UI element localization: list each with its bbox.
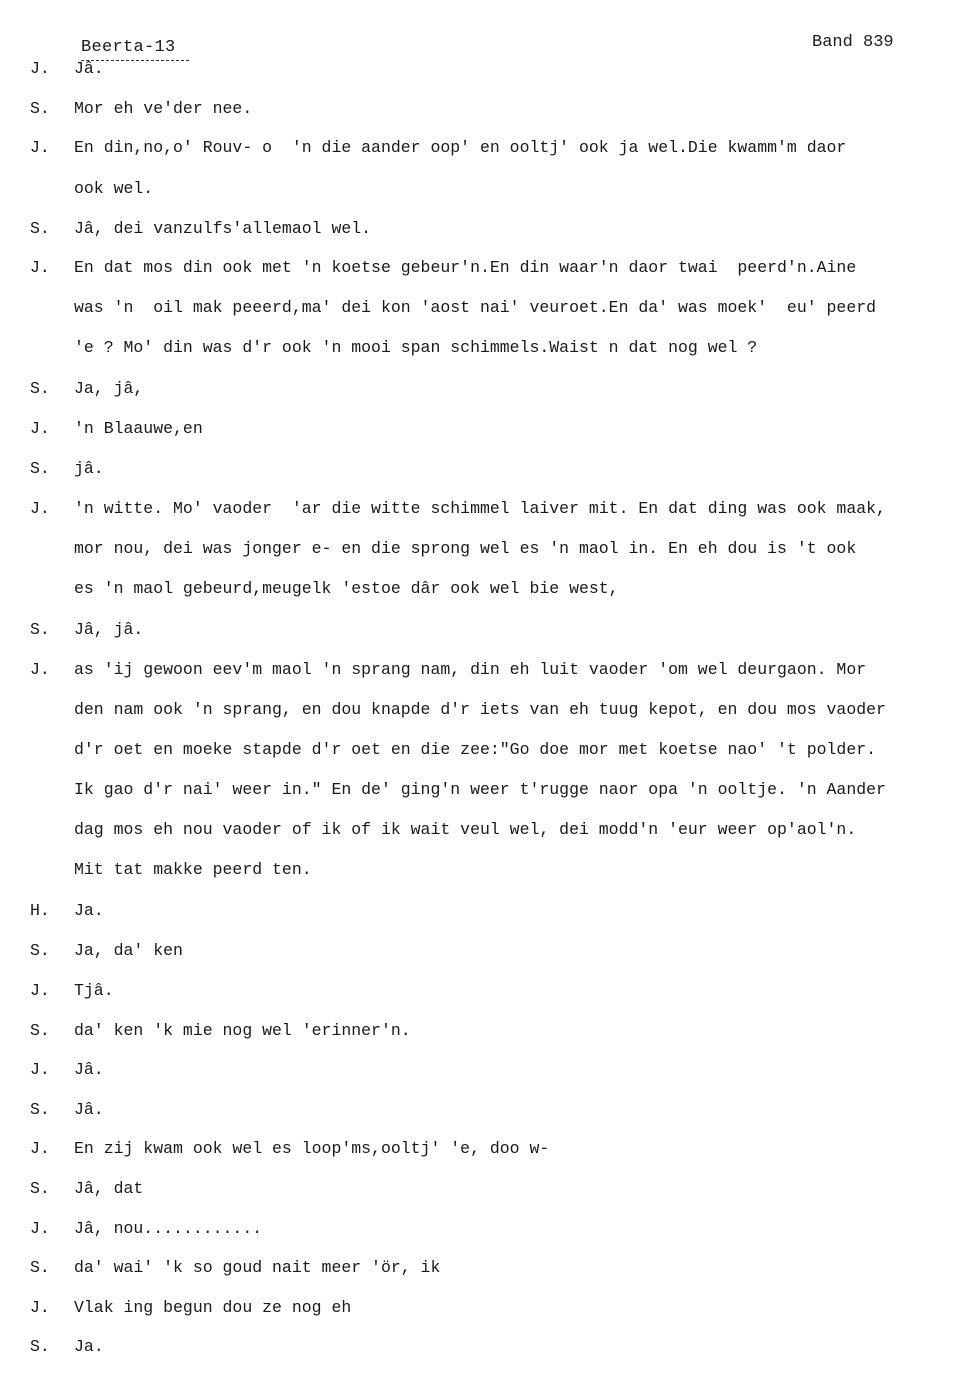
- line-text: Ja, jâ,: [74, 379, 144, 398]
- line-text: Ja, da' ken: [74, 941, 183, 960]
- speaker-label: J.: [30, 1219, 50, 1238]
- transcript-line: [0, 1257, 979, 1279]
- speaker-label: S.: [30, 1179, 50, 1198]
- line-text: den nam ook 'n sprang, en dou knapde d'r iets van eh tuug kepot, en dou mos vaoder: [74, 700, 886, 719]
- transcript-line: [0, 980, 979, 1002]
- transcript-line: [0, 498, 979, 520]
- transcript-line: [0, 378, 979, 400]
- line-text: d'r oet en moeke stapde d'r oet en die zee:"Go doe mor met koetse nao' 't polder.: [74, 740, 877, 759]
- transcript-line: [0, 1099, 979, 1121]
- transcript-line: [0, 1059, 979, 1081]
- speaker-label: J.: [30, 1298, 50, 1317]
- speaker-label: J.: [30, 419, 50, 438]
- line-text: da' wai' 'k so goud nait meer 'ör, ik: [74, 1258, 441, 1277]
- speaker-label: S.: [30, 219, 50, 238]
- transcript-line: [0, 1178, 979, 1200]
- line-text: Jâ, dei vanzulfs'allemaol wel.: [74, 219, 372, 238]
- line-text: Jâ.: [74, 1060, 104, 1079]
- speaker-label: J.: [30, 1139, 50, 1158]
- transcript-line: [0, 337, 979, 359]
- line-text: Vlak ing begun dou ze nog eh: [74, 1298, 352, 1317]
- line-text: Jâ.: [74, 59, 104, 78]
- line-text: da' ken 'k mie nog wel 'erinner'n.: [74, 1021, 411, 1040]
- speaker-label: S.: [30, 941, 50, 960]
- line-text: 'n Blaauwe,en: [74, 419, 203, 438]
- transcript-line: [0, 538, 979, 560]
- line-text: was 'n oil mak peeerd,ma' dei kon 'aost nai' veuroet.En da' was moek' eu' peerd: [74, 298, 877, 317]
- line-text: Jâ, dat: [74, 1179, 144, 1198]
- line-text: mor nou, dei was jonger e- en die sprong wel es 'n maol in. En eh dou is 't ook: [74, 539, 857, 558]
- line-text: as 'ij gewoon eev'm maol 'n sprang nam, din eh luit vaoder 'om wel deurgaon. Mor: [74, 660, 867, 679]
- band-number: Band 839: [812, 33, 894, 52]
- transcript-line: [0, 659, 979, 681]
- transcript-line: [0, 699, 979, 721]
- transcript-line: [0, 1297, 979, 1319]
- transcript-line: [0, 98, 979, 120]
- line-text: ook wel.: [74, 179, 154, 198]
- transcript-line: [0, 819, 979, 841]
- transcript-line: [0, 137, 979, 159]
- speaker-label: J.: [30, 660, 50, 679]
- line-text: Mor eh ve'der nee.: [74, 99, 253, 118]
- line-text: 'n witte. Mo' vaoder 'ar die witte schimmel laiver mit. En dat ding was ook maak,: [74, 499, 886, 518]
- speaker-label: J.: [30, 258, 50, 277]
- line-text: En din,no,o' Rouv- o 'n die aander oop' en ooltj' ook ja wel.Die kwamm'm daor: [74, 138, 847, 157]
- line-text: Ja.: [74, 1337, 104, 1356]
- speaker-label: S.: [30, 379, 50, 398]
- transcript-line: [0, 297, 979, 319]
- speaker-label: J.: [30, 499, 50, 518]
- transcript-line: [0, 458, 979, 480]
- transcript-line: [0, 900, 979, 922]
- line-text: Mit tat makke peerd ten.: [74, 860, 312, 879]
- transcript-line: [0, 58, 979, 80]
- document-title: [81, 38, 176, 57]
- transcript-line: [0, 1218, 979, 1240]
- line-text: es 'n maol gebeurd,meugelk 'estoe dâr ook wel bie west,: [74, 579, 619, 598]
- speaker-label: H.: [30, 901, 50, 920]
- line-text: 'e ? Mo' din was d'r ook 'n mooi span schimmels.Waist n dat nog wel ?: [74, 338, 758, 357]
- speaker-label: S.: [30, 1337, 50, 1356]
- speaker-label: J.: [30, 981, 50, 1000]
- speaker-label: S.: [30, 1258, 50, 1277]
- line-text: dag mos eh nou vaoder of ik of ik wait veul wel, dei modd'n 'eur weer op'aol'n.: [74, 820, 857, 839]
- line-text: Jâ.: [74, 1100, 104, 1119]
- transcript-line: [0, 257, 979, 279]
- speaker-label: S.: [30, 459, 50, 478]
- line-text: jâ.: [74, 459, 104, 478]
- speaker-label: S.: [30, 1021, 50, 1040]
- line-text: Ja.: [74, 901, 104, 920]
- speaker-label: J.: [30, 59, 50, 78]
- transcript-line: [0, 1020, 979, 1042]
- document-title-text: Beerta-13: [81, 38, 176, 57]
- transcript-line: [0, 940, 979, 962]
- line-text: Jâ, nou............: [74, 1219, 263, 1238]
- transcript-line: [0, 739, 979, 761]
- transcript-line: [0, 1138, 979, 1160]
- transcript-line: [0, 859, 979, 881]
- speaker-label: J.: [30, 138, 50, 157]
- line-text: En zij kwam ook wel es loop'ms,ooltj' 'e, doo w-: [74, 1139, 550, 1158]
- line-text: Ik gao d'r nai' weer in." En de' ging'n weer t'rugge naor opa 'n ooltje. 'n Aander: [74, 780, 886, 799]
- line-text: Tjâ.: [74, 981, 114, 1000]
- transcript-line: [0, 218, 979, 240]
- line-text: Jâ, jâ.: [74, 620, 144, 639]
- speaker-label: S.: [30, 620, 50, 639]
- transcript-line: [0, 578, 979, 600]
- transcript-line: [0, 779, 979, 801]
- speaker-label: J.: [30, 1060, 50, 1079]
- speaker-label: S.: [30, 99, 50, 118]
- transcript-line: [0, 1336, 979, 1358]
- line-text: En dat mos din ook met 'n koetse gebeur'n.En din waar'n daor twai peerd'n.Aine: [74, 258, 857, 277]
- transcript-line: [0, 619, 979, 641]
- transcript-line: [0, 178, 979, 200]
- speaker-label: S.: [30, 1100, 50, 1119]
- transcript-line: [0, 418, 979, 440]
